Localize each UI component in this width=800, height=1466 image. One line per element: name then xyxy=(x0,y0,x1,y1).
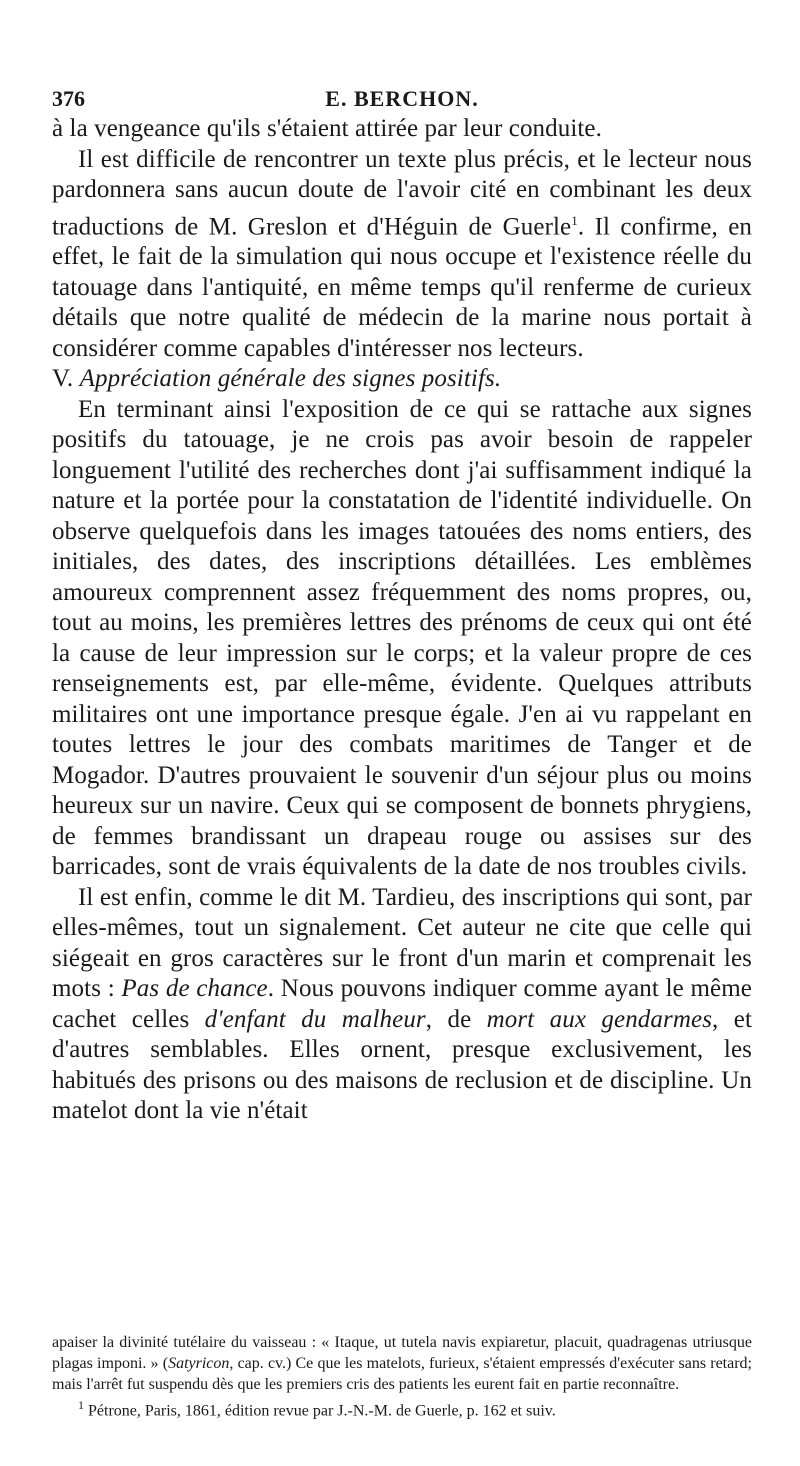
page-number: 376 xyxy=(52,86,85,111)
footnote-continuation-text-a: apaiser la divinité tutélaire du vaisseau : « Itaque, ut tutela navis expiaretur, placuit, quadragenas utriusque plagas imponi. » ( xyxy=(52,1334,752,1372)
paragraph-2-text-a: Il est difficile de rencontrer un texte plus précis, et le lecteur nous pardonnera sans aucun doute de l'avoir cité en combinant les deux traductions de M. Greslon et d'Héguin de Guerle xyxy=(52,145,752,240)
paragraph-4-text-c: , de xyxy=(425,1005,487,1033)
footnote-continuation xyxy=(52,1332,752,1395)
paragraph-3: En terminant ainsi l'exposition de ce qui se rattache aux signes positifs du tatouage, je ne crois pas avoir besoin de rappeler longuement l'utilité des recherches dont j'ai suffisamment indiqué la nature et la portée pour la constatation de l'identité individuelle. On observe quelquefois dans les images tatouées des noms entiers, des initiales, des dates, des inscriptions détaillées. Les emblèmes amoureux comprennent assez fréquemment des noms propres, ou, tout au moins, les premières lettres des prénoms de ceux qui ont été la cause de leur impression sur le corps; et la valeur propre de ces renseignements est, par elle-même, évidente. Quelques attributs militaires ont une importance presque égale. J'en ai vu rappelant en toutes lettres le jour des combats maritimes de Tanger et de Mogador. D'autres prouvaient le souvenir d'un séjour plus ou moins heureux sur un navire. Ceux qui se composent de bonnets phrygiens, de femmes brandissant un drapeau rouge ou assises sur des barricades, sont de vrais équivalents de la date de nos troubles civils. xyxy=(52,395,752,881)
page xyxy=(52,80,752,1127)
footnote-reference[interactable]: 1 xyxy=(571,212,578,228)
running-head: E. BERCHON. xyxy=(325,86,479,111)
paragraph-4 xyxy=(52,883,752,1127)
italic-phrase-enfant-du-malheur: d'enfant du malheur xyxy=(204,1005,426,1033)
paragraph-2 xyxy=(52,145,752,365)
section-heading xyxy=(52,364,752,395)
footnote-1-text: Pétrone, Paris, 1861, édition revue par J.-N.-M. de Guerle, p. 162 et suiv. xyxy=(84,1402,556,1420)
paragraph-4-text-d: , et d'autres semblables. Elles ornent, presque exclusivement, les habitués des prisons ou des maisons de reclusion et de discipline. Un matelot dont la vie n'était xyxy=(52,1005,752,1125)
paragraph-2-text-b: . Il confirme, en effet, le fait de la simulation qui nous occupe et l'existence réelle du tatouage dans l'antiquité, en même temps qu'il renferme de curieux détails que notre qualité de médecin de la marine nous portait à considérer comme capables d'intéresser nos lecteurs. xyxy=(52,212,752,362)
paragraph-4-text-b: . Nous pouvons indiquer comme ayant le même cachet celles xyxy=(52,975,752,1033)
paragraph-continuation: à la vengeance qu'ils s'étaient attirée par leur conduite. xyxy=(52,115,602,142)
footnote-italic-satyricon: Satyricon xyxy=(168,1355,230,1372)
section-number: V. xyxy=(52,365,74,393)
italic-phrase-pas-de-chance: Pas de chance xyxy=(121,975,268,1003)
footnote-1 xyxy=(52,1395,752,1421)
footnote-1-mark: 1 xyxy=(78,1398,84,1412)
page-header xyxy=(52,80,752,114)
footnotes xyxy=(52,1332,752,1421)
section-title: Appréciation générale des signes positifs. xyxy=(79,365,502,393)
footnote-continuation-text-b: , cap. cv.) Ce que les matelots, furieux, s'étaient empressés d'exécuter sans retard; mais l'arrêt fut suspendu dès que les premiers cris des patients les eurent fait en partie reconnaître. xyxy=(52,1355,752,1393)
paragraph-4-text-a: Il est enfin, comme le dit M. Tardieu, des inscriptions qui sont, par elles-mêmes, tout un signalement. Cet auteur ne cite que celle qui siégeait en gros caractères sur le front d'un marin et comprenait les mots : xyxy=(52,883,752,1003)
body-text xyxy=(52,114,752,1127)
italic-phrase-mort-aux-gendarmes: mort aux gendarmes xyxy=(486,1005,713,1033)
